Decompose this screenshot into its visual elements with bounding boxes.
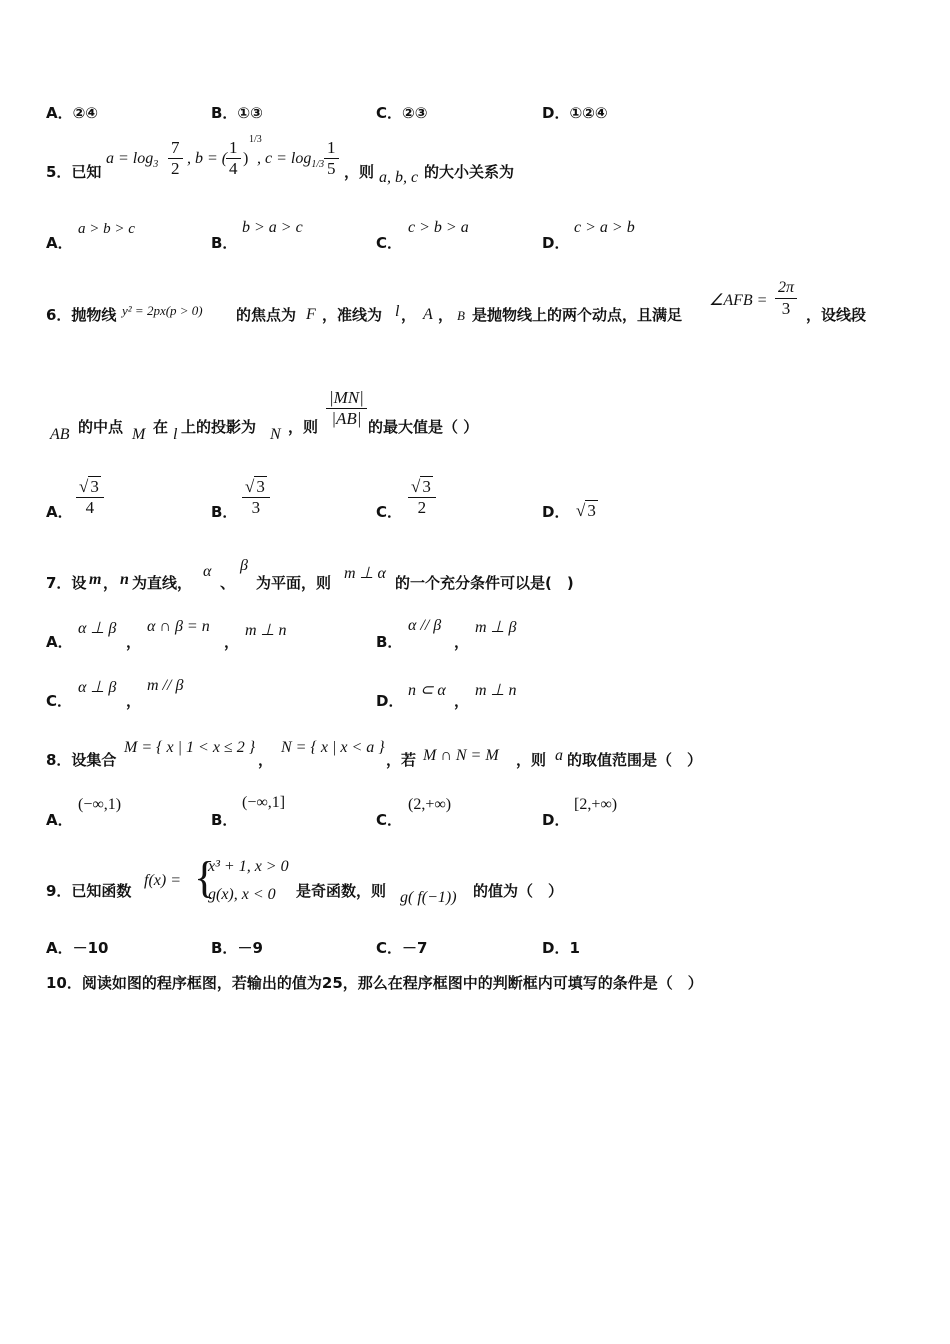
q9-case1: x³ + 1, x > 0 (208, 858, 289, 875)
q9-expr: g( f(−1)) (400, 889, 457, 906)
q6-point-b: B (457, 308, 465, 323)
q5-c-fraction: $\frac{1}{5}$ (324, 138, 339, 179)
q6-t3: 是抛物线上的两个动点，且满足 (472, 306, 683, 324)
q8-options (46, 794, 906, 828)
q6-t6: 在 (153, 418, 169, 436)
q4-option-b: B．①③ (211, 104, 263, 122)
q6-t1: 的焦点为 (236, 306, 297, 324)
q9-option-c: C．－7 (376, 939, 428, 957)
q7-option-d-p2: m ⊥ n (475, 682, 517, 699)
q8-comma: ， (258, 751, 274, 769)
q8-option-b: (−∞,1] (242, 794, 286, 811)
q4-option-a: A．②④ (46, 104, 99, 122)
q8-option-d: [2,+∞) (574, 796, 618, 813)
q5-vars: a, b, c (379, 169, 419, 186)
q6-option-b: $\frac{√ 3}{3}$ (242, 477, 270, 518)
q5-options (46, 218, 906, 252)
q8-a: a (555, 747, 563, 764)
q6-number: 6．抛物线 (46, 306, 117, 324)
q9-option-a: A．－10 (46, 939, 109, 957)
q7-option-a-p2: α ∩ β = n (147, 618, 210, 635)
q6-angle-fraction: $\frac{2\pi}{3}$ (775, 278, 797, 319)
q5-b-fraction: $\frac{1}{4}$ (226, 138, 241, 179)
q5-then: ，则 (344, 163, 375, 181)
q6-option-c-label: C． (376, 503, 403, 521)
q9-brace: { (194, 853, 216, 902)
q8-t1: ，若 (386, 751, 417, 769)
q8-t2: ，则 (516, 751, 547, 769)
q5-option-a-label: A． (46, 234, 73, 252)
q7-n: n (120, 571, 129, 588)
q8-option-c: (2,+∞) (408, 796, 452, 813)
q8-option-b-label: B． (211, 811, 238, 829)
q9-t2: 的值为（ ） (473, 882, 564, 900)
q5-option-a: a > b > c (78, 221, 135, 237)
q6-angle: ∠AFB = (709, 292, 768, 309)
q6-comma2: ， (438, 306, 454, 324)
q7-option-c-p2: m // β (147, 677, 184, 694)
q7-options-row2 (46, 676, 906, 710)
question-8-stem (46, 732, 906, 772)
q6-comma: ， (401, 306, 417, 324)
q5-option-d: c > a > b (574, 219, 635, 236)
question-6-stem-line1 (46, 278, 906, 328)
q6-option-c: $\frac{√ 3}{2}$ (408, 477, 436, 518)
q5-option-d-label: D． (542, 234, 570, 252)
q7-pre: 7．设 (46, 574, 87, 592)
q7-t2: 为平面，则 (256, 574, 332, 592)
q9-t1: 是奇函数，则 (296, 882, 387, 900)
q6-option-a-label: A． (46, 503, 73, 521)
q5-c-expr: , $c = \log_{1/3}$ (257, 150, 325, 171)
q9-options (46, 937, 906, 961)
q7-sep: 、 (220, 574, 236, 592)
q7-option-b-label: B． (376, 633, 403, 651)
q6-ratio: $\frac{|MN|}{|AB|}$ (326, 388, 367, 429)
q5-option-b: b > a > c (242, 219, 303, 236)
q8-set-n: N = { x | x < a } (281, 739, 385, 756)
q6-t9: 的最大值是（ ） (368, 418, 479, 436)
q7-option-a-comma1: ， (126, 633, 142, 651)
q5-option-c-label: C． (376, 234, 403, 252)
q8-option-a: (−∞,1) (78, 796, 122, 813)
q6-midpoint: M (132, 426, 146, 443)
q6-t5: 的中点 (78, 418, 124, 436)
q6-t7: 上的投影为 (181, 418, 257, 436)
q8-option-d-label: D． (542, 811, 570, 829)
q9-number: 9．已知函数 (46, 882, 132, 900)
q7-option-d-comma: ， (454, 692, 470, 710)
q7-options-row1 (46, 616, 906, 650)
q8-set-m: M = { x | 1 < x ≤ 2 } (124, 739, 256, 756)
q6-point-a: A (423, 306, 433, 323)
q7-alpha: α (203, 563, 212, 580)
q4-option-c: C．②③ (376, 104, 428, 122)
q6-options (46, 475, 906, 530)
q9-function: f(x) = (144, 872, 181, 889)
q7-comma: ， (103, 574, 119, 592)
q5-a-expr: $a = \log_3$ (106, 150, 159, 171)
q6-t8: ，则 (288, 418, 319, 436)
q9-option-d: D．1 (542, 939, 580, 957)
q6-t2: ，准线为 (322, 306, 383, 324)
q7-option-b-p1: α // β (408, 617, 442, 634)
question-9-stem (46, 852, 906, 912)
q9-case2: g(x), x < 0 (208, 886, 276, 903)
q8-number: 8．设集合 (46, 751, 117, 769)
q7-option-a-p1: α ⊥ β (78, 620, 117, 637)
q7-option-c-comma: ， (126, 692, 142, 710)
q7-option-c-label: C． (46, 692, 73, 710)
q6-line-l: l (173, 426, 178, 443)
question-6-stem-line2 (46, 388, 906, 448)
q7-option-a-comma2: ， (224, 633, 240, 651)
q7-option-b-p2: m ⊥ β (475, 619, 517, 636)
q5-b-paren: ) (243, 150, 249, 167)
q6-projection: N (270, 426, 281, 443)
q7-t1: 为直线， (132, 574, 193, 592)
q6-parabola: y² = 2px(p > 0) (122, 303, 203, 318)
q6-focus: F (306, 306, 316, 323)
q7-option-d-p1: n ⊂ α (408, 682, 446, 699)
q7-option-a-p3: m ⊥ n (245, 622, 287, 639)
q6-segment-ab: AB (50, 426, 70, 443)
q6-t4: ，设线段 (806, 306, 867, 324)
q5-b-exponent: 1/3 (249, 134, 262, 145)
q7-option-c-p1: α ⊥ β (78, 679, 117, 696)
q6-option-a: $\frac{√ 3}{4}$ (76, 477, 104, 518)
q6-option-b-label: B． (211, 503, 238, 521)
q7-m: m (89, 571, 102, 588)
q5-b-expr: , b = ( (187, 150, 228, 167)
q6-directrix: l (395, 303, 400, 320)
q7-option-b-comma: ， (454, 633, 470, 651)
q7-beta: β (240, 557, 248, 574)
q7-t3: 的一个充分条件可以是( ) (395, 574, 574, 592)
q5-option-c: c > b > a (408, 219, 469, 236)
q5-tail: 的大小关系为 (424, 163, 515, 181)
q8-t3: 的取值范围是（ ） (567, 751, 703, 769)
q5-a-fraction: $\frac{7}{2}$ (168, 138, 183, 179)
q6-option-d-label: D． (542, 503, 570, 521)
question-7-stem (46, 555, 906, 595)
q7-condition: m ⊥ α (344, 565, 386, 582)
q8-option-a-label: A． (46, 811, 73, 829)
q8-condition: M ∩ N = M (423, 747, 499, 764)
q8-option-c-label: C． (376, 811, 403, 829)
q7-option-d-label: D． (376, 692, 404, 710)
q6-option-d: √ 3 (576, 501, 596, 520)
q7-option-a-label: A． (46, 633, 73, 651)
q9-option-b: B．－9 (211, 939, 263, 957)
q5-option-b-label: B． (211, 234, 238, 252)
q4-option-d: D．①②④ (542, 104, 608, 122)
q5-number: 5．已知 (46, 163, 102, 181)
question-10-stem: 10．阅读如图的程序框图，若输出的值为25，那么在程序框图中的判断框内可填写的条件是（ ） (46, 974, 703, 992)
